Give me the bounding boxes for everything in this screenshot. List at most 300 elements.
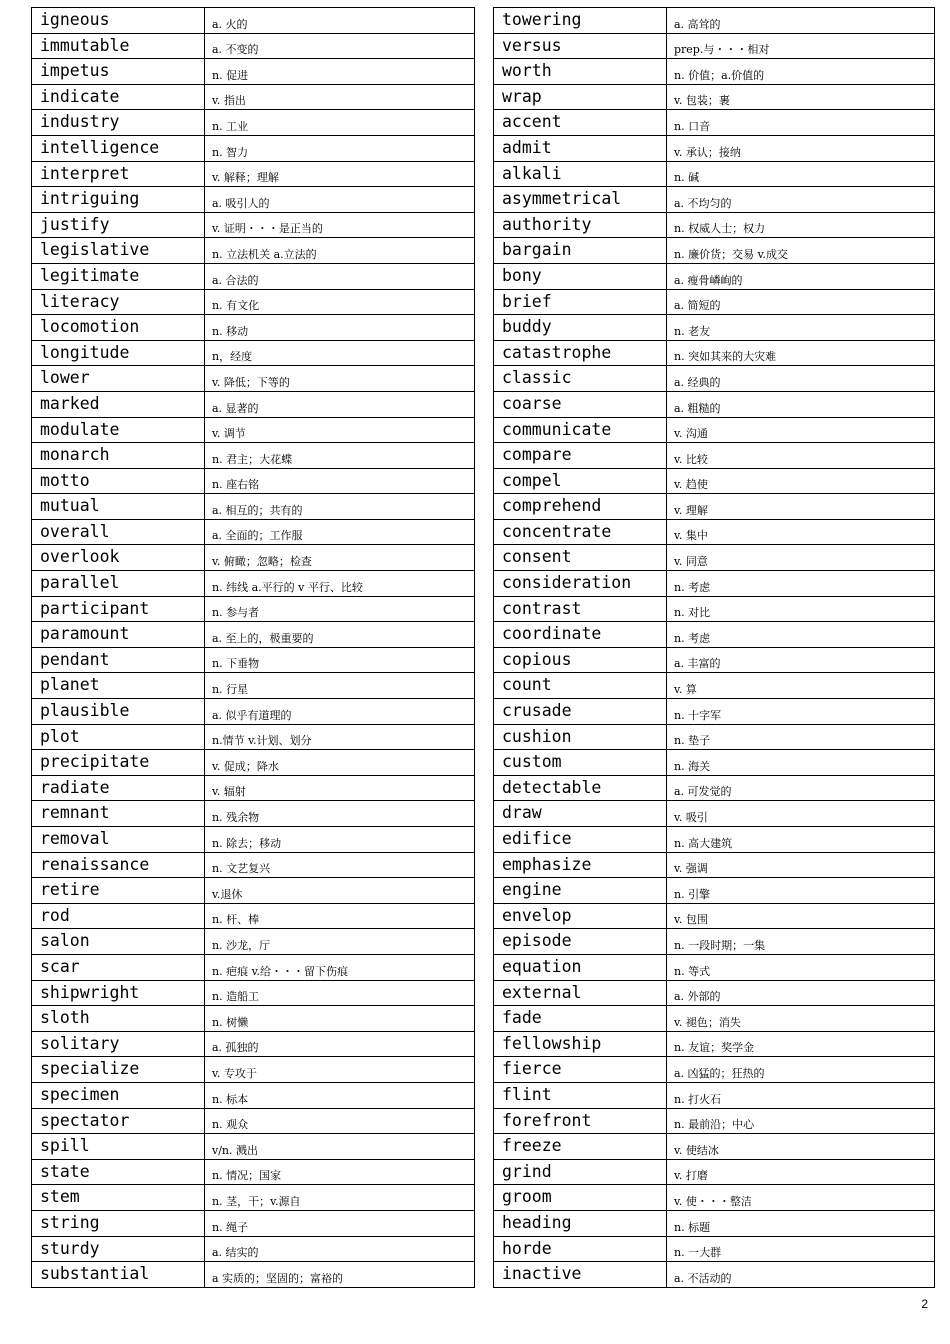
vocab-row: [32, 1210, 475, 1236]
vocab-row: [32, 827, 475, 853]
vocab-meaning: v. 解释；理解: [205, 161, 475, 187]
vocab-word: interpret: [32, 161, 205, 187]
vocab-word: scar: [32, 954, 205, 980]
vocab-word: compel: [494, 468, 667, 494]
vocab-meaning: v. 集中: [667, 519, 935, 545]
vocab-meaning: v. 理解: [667, 494, 935, 520]
vocab-row: [32, 801, 475, 827]
vocab-row: [494, 417, 935, 443]
vocab-row: [494, 545, 935, 571]
vocab-meaning: a. 似乎有道理的: [205, 699, 475, 725]
vocab-row: [494, 110, 935, 136]
vocab-word: wrap: [494, 84, 667, 110]
vocab-meaning: a. 简短的: [667, 289, 935, 315]
vocab-word: overall: [32, 519, 205, 545]
vocab-word: consideration: [494, 571, 667, 597]
vocab-row: [494, 33, 935, 59]
vocab-row: [32, 571, 475, 597]
vocab-table-left-body: [32, 8, 475, 1288]
vocab-word: engine: [494, 878, 667, 904]
vocab-row: [494, 596, 935, 622]
vocab-word: longitude: [32, 340, 205, 366]
vocab-row: [494, 1236, 935, 1262]
vocab-word: stem: [32, 1185, 205, 1211]
vocab-word: legislative: [32, 238, 205, 264]
vocab-row: [32, 929, 475, 955]
vocab-word: forefront: [494, 1108, 667, 1134]
vocab-meaning: a. 高耸的: [667, 8, 935, 34]
vocab-meaning: n. 一大群: [667, 1236, 935, 1262]
vocab-meaning: v. 促成；降水: [205, 750, 475, 776]
vocab-row: [32, 1057, 475, 1083]
vocab-meaning: n. 沙龙，厅: [205, 929, 475, 955]
vocab-meaning: a. 不变的: [205, 33, 475, 59]
vocab-word: external: [494, 980, 667, 1006]
vocab-word: brief: [494, 289, 667, 315]
vocab-meaning: n. 茎，干；v.源自: [205, 1185, 475, 1211]
vocab-meaning: prep.与・・・相对: [667, 33, 935, 59]
vocab-word: compare: [494, 443, 667, 469]
vocab-row: [494, 135, 935, 161]
vocab-row: [32, 84, 475, 110]
vocab-meaning: n. 突如其来的大灾难: [667, 340, 935, 366]
vocab-meaning: a. 至上的，极重要的: [205, 622, 475, 648]
vocab-word: plot: [32, 724, 205, 750]
vocab-meaning: n. 引擎: [667, 878, 935, 904]
vocab-word: coarse: [494, 391, 667, 417]
vocab-word: renaissance: [32, 852, 205, 878]
vocab-row: [494, 878, 935, 904]
vocab-meaning: a. 吸引人的: [205, 187, 475, 213]
vocab-word: copious: [494, 647, 667, 673]
vocab-word: justify: [32, 212, 205, 238]
vocab-word: radiate: [32, 775, 205, 801]
vocab-row: [494, 1006, 935, 1032]
vocab-meaning: n. 疤痕 v.给・・・留下伤痕: [205, 954, 475, 980]
vocab-word: state: [32, 1159, 205, 1185]
vocab-word: count: [494, 673, 667, 699]
vocab-word: string: [32, 1210, 205, 1236]
vocab-meaning: n. 移动: [205, 315, 475, 341]
vocab-word: igneous: [32, 8, 205, 34]
vocab-word: retire: [32, 878, 205, 904]
vocab-meaning: n. 垫子: [667, 724, 935, 750]
vocab-meaning: v.退休: [205, 878, 475, 904]
vocab-row: [494, 903, 935, 929]
vocab-row: [494, 954, 935, 980]
vocab-row: [32, 980, 475, 1006]
vocab-meaning: n. 一段时期；一集: [667, 929, 935, 955]
vocab-row: [32, 289, 475, 315]
vocab-meaning: v. 俯瞰；忽略；检查: [205, 545, 475, 571]
vocab-meaning: v. 同意: [667, 545, 935, 571]
vocab-meaning: v. 比较: [667, 443, 935, 469]
vocab-word: indicate: [32, 84, 205, 110]
vocab-meaning: n. 下垂物: [205, 647, 475, 673]
vocab-row: [494, 1185, 935, 1211]
vocab-row: [494, 391, 935, 417]
vocab-word: emphasize: [494, 852, 667, 878]
vocab-meaning: n. 除去；移动: [205, 827, 475, 853]
vocab-row: [494, 852, 935, 878]
vocab-row: [32, 8, 475, 34]
vocab-meaning: n. 友谊；奖学金: [667, 1031, 935, 1057]
vocab-meaning: n. 残余物: [205, 801, 475, 827]
vocab-word: asymmetrical: [494, 187, 667, 213]
vocab-word: classic: [494, 366, 667, 392]
vocab-word: towering: [494, 8, 667, 34]
vocab-meaning: n. 最前沿；中心: [667, 1108, 935, 1134]
vocab-row: [494, 161, 935, 187]
vocab-word: coordinate: [494, 622, 667, 648]
vocab-word: communicate: [494, 417, 667, 443]
vocab-row: [494, 1108, 935, 1134]
vocab-word: intelligence: [32, 135, 205, 161]
vocab-meaning: a. 相互的；共有的: [205, 494, 475, 520]
vocab-word: salon: [32, 929, 205, 955]
vocab-meaning: n. 老友: [667, 315, 935, 341]
vocab-word: episode: [494, 929, 667, 955]
vocab-meaning: n. 考虑: [667, 571, 935, 597]
vocab-word: buddy: [494, 315, 667, 341]
vocab-row: [494, 494, 935, 520]
vocab-word: industry: [32, 110, 205, 136]
vocab-row: [494, 187, 935, 213]
vocab-meaning: v. 包围: [667, 903, 935, 929]
vocab-row: [494, 980, 935, 1006]
vocab-meaning: v. 辐射: [205, 775, 475, 801]
vocab-word: monarch: [32, 443, 205, 469]
vocab-row: [32, 212, 475, 238]
vocab-row: [32, 1108, 475, 1134]
vocab-meaning: a. 可发觉的: [667, 775, 935, 801]
vocab-row: [32, 750, 475, 776]
vocab-meaning: n. 绳子: [205, 1210, 475, 1236]
vocab-meaning: n. 造船工: [205, 980, 475, 1006]
vocab-meaning: n. 标题: [667, 1210, 935, 1236]
vocab-table-left: [31, 7, 475, 1288]
vocab-word: participant: [32, 596, 205, 622]
vocab-word: parallel: [32, 571, 205, 597]
vocab-row: [32, 1262, 475, 1288]
vocab-meaning: a. 外部的: [667, 980, 935, 1006]
vocab-word: removal: [32, 827, 205, 853]
vocab-word: envelop: [494, 903, 667, 929]
vocab-meaning: n. 文艺复兴: [205, 852, 475, 878]
vocab-word: immutable: [32, 33, 205, 59]
vocab-word: sturdy: [32, 1236, 205, 1262]
vocab-word: concentrate: [494, 519, 667, 545]
vocab-row: [32, 647, 475, 673]
vocab-row: [32, 238, 475, 264]
vocab-word: locomotion: [32, 315, 205, 341]
vocab-row: [32, 33, 475, 59]
vocab-row: [32, 1185, 475, 1211]
vocab-row: [32, 494, 475, 520]
vocab-word: accent: [494, 110, 667, 136]
vocab-meaning: a. 全面的；工作服: [205, 519, 475, 545]
vocab-word: freeze: [494, 1134, 667, 1160]
vocab-meaning: a. 经典的: [667, 366, 935, 392]
vocab-row: [32, 519, 475, 545]
vocab-meaning: n. 十字军: [667, 699, 935, 725]
vocab-row: [494, 289, 935, 315]
vocab-row: [32, 366, 475, 392]
vocab-meaning: n. 观众: [205, 1108, 475, 1134]
vocab-row: [32, 110, 475, 136]
vocab-word: comprehend: [494, 494, 667, 520]
vocab-word: worth: [494, 59, 667, 85]
vocab-meaning: v. 包装；裹: [667, 84, 935, 110]
vocab-meaning: n. 树懒: [205, 1006, 475, 1032]
vocab-meaning: a. 不活动的: [667, 1262, 935, 1288]
vocab-meaning: n. 立法机关 a.立法的: [205, 238, 475, 264]
vocab-row: [494, 340, 935, 366]
vocab-word: groom: [494, 1185, 667, 1211]
vocab-word: plausible: [32, 699, 205, 725]
vocab-meaning: v. 证明・・・是正当的: [205, 212, 475, 238]
vocab-meaning: n. 海关: [667, 750, 935, 776]
vocab-meaning: n. 君主；大花蝶: [205, 443, 475, 469]
vocab-row: [494, 8, 935, 34]
vocab-word: precipitate: [32, 750, 205, 776]
vocab-word: custom: [494, 750, 667, 776]
vocab-meaning: n. 标本: [205, 1082, 475, 1108]
vocab-word: legitimate: [32, 263, 205, 289]
vocab-word: literacy: [32, 289, 205, 315]
vocab-table-right-body: [494, 8, 935, 1288]
vocab-row: [494, 1082, 935, 1108]
vocab-word: modulate: [32, 417, 205, 443]
vocab-row: [494, 443, 935, 469]
vocab-meaning: n. 廉价货；交易 v.成交: [667, 238, 935, 264]
vocab-row: [494, 775, 935, 801]
vocab-row: [32, 673, 475, 699]
vocab-word: crusade: [494, 699, 667, 725]
page-number: 2: [921, 1297, 928, 1311]
vocab-meaning: v. 趋使: [667, 468, 935, 494]
vocab-row: [32, 1236, 475, 1262]
vocab-meaning: n. 考虑: [667, 622, 935, 648]
vocab-row: [32, 443, 475, 469]
vocab-meaning: v. 强调: [667, 852, 935, 878]
vocab-word: fade: [494, 1006, 667, 1032]
vocab-row: [32, 954, 475, 980]
vocab-word: edifice: [494, 827, 667, 853]
vocab-word: shipwright: [32, 980, 205, 1006]
vocab-row: [32, 1031, 475, 1057]
vocab-row: [494, 647, 935, 673]
vocab-meaning: n. 口音: [667, 110, 935, 136]
vocab-word: admit: [494, 135, 667, 161]
vocab-word: equation: [494, 954, 667, 980]
vocab-meaning: v. 使・・・整洁: [667, 1185, 935, 1211]
vocab-row: [32, 699, 475, 725]
vocab-row: [32, 622, 475, 648]
vocab-word: catastrophe: [494, 340, 667, 366]
vocab-word: motto: [32, 468, 205, 494]
vocab-row: [32, 903, 475, 929]
vocab-row: [32, 161, 475, 187]
vocab-meaning: n. 座右铭: [205, 468, 475, 494]
vocab-meaning: a. 结实的: [205, 1236, 475, 1262]
vocab-word: authority: [494, 212, 667, 238]
vocab-word: sloth: [32, 1006, 205, 1032]
vocab-meaning: a. 丰富的: [667, 647, 935, 673]
vocab-word: rod: [32, 903, 205, 929]
vocab-row: [494, 1134, 935, 1160]
vocab-word: cushion: [494, 724, 667, 750]
vocab-meaning: a. 瘦骨嶙峋的: [667, 263, 935, 289]
vocab-meaning: n. 价值；a.价值的: [667, 59, 935, 85]
vocab-word: mutual: [32, 494, 205, 520]
vocab-row: [494, 827, 935, 853]
vocab-meaning: n. 智力: [205, 135, 475, 161]
vocab-word: paramount: [32, 622, 205, 648]
vocab-row: [494, 212, 935, 238]
vocab-word: fellowship: [494, 1031, 667, 1057]
vocab-word: grind: [494, 1159, 667, 1185]
vocab-meaning: v. 打磨: [667, 1159, 935, 1185]
vocab-row: [494, 519, 935, 545]
vocab-row: [32, 59, 475, 85]
vocab-word: substantial: [32, 1262, 205, 1288]
vocab-meaning: a. 显著的: [205, 391, 475, 417]
vocab-row: [494, 263, 935, 289]
vocab-word: marked: [32, 391, 205, 417]
vocab-meaning: n. 高大建筑: [667, 827, 935, 853]
vocab-word: specimen: [32, 1082, 205, 1108]
vocab-meaning: n. 等式: [667, 954, 935, 980]
vocab-row: [32, 468, 475, 494]
vocab-row: [494, 724, 935, 750]
vocab-row: [32, 1082, 475, 1108]
vocab-meaning: v. 吸引: [667, 801, 935, 827]
vocab-row: [494, 238, 935, 264]
vocab-meaning: n. 碱: [667, 161, 935, 187]
vocab-meaning: v. 算: [667, 673, 935, 699]
vocab-row: [32, 596, 475, 622]
vocab-word: overlook: [32, 545, 205, 571]
vocab-meaning: n. 行星: [205, 673, 475, 699]
vocab-row: [494, 750, 935, 776]
vocab-meaning: n. 杆、棒: [205, 903, 475, 929]
vocab-word: pendant: [32, 647, 205, 673]
vocab-meaning: n. 工业: [205, 110, 475, 136]
vocab-meaning: n. 权威人士；权力: [667, 212, 935, 238]
vocab-row: [494, 59, 935, 85]
vocab-meaning: v. 褪色；消失: [667, 1006, 935, 1032]
vocab-row: [494, 571, 935, 597]
vocab-row: [494, 315, 935, 341]
vocab-row: [494, 1057, 935, 1083]
vocab-meaning: v. 专攻于: [205, 1057, 475, 1083]
vocab-word: planet: [32, 673, 205, 699]
vocab-row: [494, 673, 935, 699]
vocab-row: [494, 366, 935, 392]
vocab-word: remnant: [32, 801, 205, 827]
vocab-meaning: v/n. 溅出: [205, 1134, 475, 1160]
vocab-meaning: a. 火的: [205, 8, 475, 34]
vocab-word: contrast: [494, 596, 667, 622]
vocab-row: [494, 1031, 935, 1057]
vocab-row: [32, 852, 475, 878]
vocab-word: heading: [494, 1210, 667, 1236]
vocab-meaning: a. 凶猛的；狂热的: [667, 1057, 935, 1083]
vocab-word: specialize: [32, 1057, 205, 1083]
vocab-word: detectable: [494, 775, 667, 801]
vocab-meaning: v. 承认；接纳: [667, 135, 935, 161]
vocab-meaning: v. 使结冰: [667, 1134, 935, 1160]
vocab-meaning: v. 指出: [205, 84, 475, 110]
vocab-meaning: v. 降低；下等的: [205, 366, 475, 392]
vocab-row: [32, 1006, 475, 1032]
vocab-row: [494, 1210, 935, 1236]
vocab-row: [494, 84, 935, 110]
vocab-meaning: n. 纬线 a.平行的 v 平行、比较: [205, 571, 475, 597]
vocab-meaning: a. 不均匀的: [667, 187, 935, 213]
vocab-meaning: n. 促进: [205, 59, 475, 85]
vocab-row: [32, 417, 475, 443]
vocab-meaning: a 实质的；坚固的；富裕的: [205, 1262, 475, 1288]
vocab-word: spill: [32, 1134, 205, 1160]
vocab-row: [32, 263, 475, 289]
vocab-row: [494, 1262, 935, 1288]
vocab-row: [32, 187, 475, 213]
vocab-word: versus: [494, 33, 667, 59]
vocab-row: [494, 1159, 935, 1185]
vocab-row: [32, 315, 475, 341]
vocab-meaning: v. 调节: [205, 417, 475, 443]
vocab-row: [494, 468, 935, 494]
vocab-row: [32, 545, 475, 571]
vocab-meaning: n.情节 v.计划、划分: [205, 724, 475, 750]
vocab-meaning: n. 情况；国家: [205, 1159, 475, 1185]
vocab-row: [32, 1159, 475, 1185]
vocab-meaning: a. 粗糙的: [667, 391, 935, 417]
vocab-row: [494, 929, 935, 955]
vocab-row: [32, 775, 475, 801]
vocab-row: [494, 622, 935, 648]
vocab-word: horde: [494, 1236, 667, 1262]
vocab-row: [32, 391, 475, 417]
vocab-word: alkali: [494, 161, 667, 187]
vocab-word: inactive: [494, 1262, 667, 1288]
vocab-meaning: n. 有文化: [205, 289, 475, 315]
vocab-row: [494, 699, 935, 725]
vocab-row: [494, 801, 935, 827]
vocab-word: solitary: [32, 1031, 205, 1057]
vocab-word: spectator: [32, 1108, 205, 1134]
vocab-row: [32, 135, 475, 161]
vocab-meaning: a. 合法的: [205, 263, 475, 289]
vocab-row: [32, 340, 475, 366]
vocab-row: [32, 1134, 475, 1160]
vocab-meaning: n，经度: [205, 340, 475, 366]
vocab-word: lower: [32, 366, 205, 392]
vocab-word: consent: [494, 545, 667, 571]
vocab-meaning: n. 参与者: [205, 596, 475, 622]
vocab-word: fierce: [494, 1057, 667, 1083]
vocab-word: impetus: [32, 59, 205, 85]
vocab-meaning: v. 沟通: [667, 417, 935, 443]
vocab-row: [32, 724, 475, 750]
vocab-row: [32, 878, 475, 904]
vocab-word: flint: [494, 1082, 667, 1108]
vocab-meaning: n. 对比: [667, 596, 935, 622]
vocab-word: draw: [494, 801, 667, 827]
vocab-word: bony: [494, 263, 667, 289]
